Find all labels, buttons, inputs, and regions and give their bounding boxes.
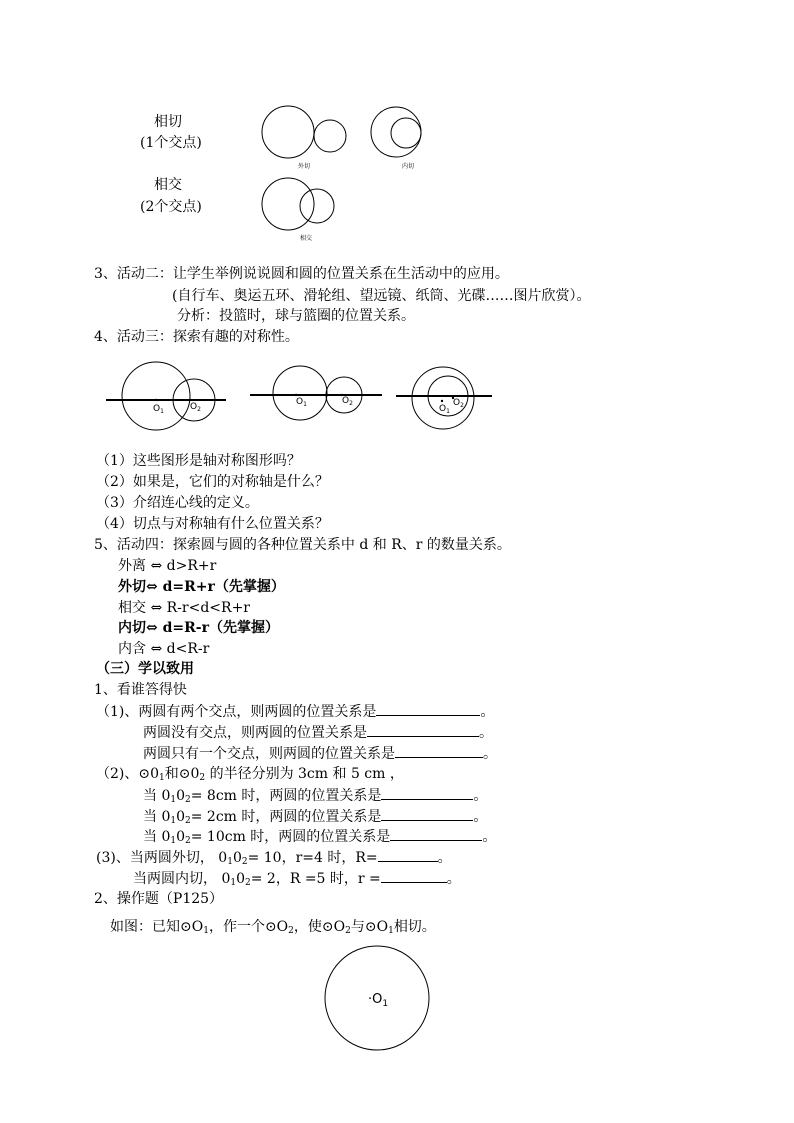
answer-blank[interactable]	[376, 702, 480, 716]
answer-blank[interactable]	[390, 827, 482, 841]
center-label-o1: $\cdot O_1$	[368, 992, 389, 1009]
section3-heading: （三）学以致用	[96, 661, 194, 677]
answer-blank[interactable]	[381, 786, 473, 800]
right-circle	[300, 189, 334, 223]
tangent-points-label: (1个交点)	[140, 135, 202, 151]
activity2-examples: (自行车、奥运五环、滑轮组、望远镜、纸筒、光碟……图片欣赏）。	[172, 288, 591, 304]
question-2a: 当 $0_10_2= 8cm$ 时，两圆的位置关系是 。	[143, 788, 488, 805]
intersect-label: 相交	[154, 177, 182, 193]
activity2-analysis: 分析：投篮时，球与篮圈的位置关系。	[177, 308, 415, 324]
question-2-intro: （2)、$⊙0_1$和$⊙0_2$ 的半径分别为 3cm 和 5 cm ，	[96, 766, 404, 783]
center-dot-o2	[189, 399, 191, 401]
large-circle	[273, 366, 327, 420]
activity3-question-4: （4）切点与对称轴有什么位置关系？	[96, 516, 329, 532]
outer-circle	[371, 107, 421, 157]
inner-circle	[391, 118, 421, 148]
relation-external-separate: 外离 ⇔ d>R+r	[118, 558, 217, 574]
symmetry-diagram-3	[396, 366, 496, 430]
small-circle	[314, 120, 346, 152]
external-caption: 外切	[298, 163, 311, 170]
answer-blank[interactable]	[367, 723, 479, 737]
o2-label: $O_2$	[190, 402, 201, 413]
activity3-question-1: （1）这些图形是轴对称图形吗？	[96, 453, 301, 469]
external-tangent-diagram	[262, 104, 352, 170]
question-2c: 当 $0_10_2= 10cm$ 时，两圆的位置关系是 。	[143, 829, 497, 846]
activity2-title: 3、活动二：让学生举例说说圆和圆的位置关系在生活动中的应用。	[94, 266, 509, 282]
relation-contain: 内含 ⇔ d<R-r	[118, 641, 210, 657]
activity4-title: 5、活动四：探索圆与圆的各种位置关系中 d 和 R、r 的数量关系。	[94, 537, 511, 553]
relation-external-tangent: 外切⇔ d=R+r（先掌握）	[118, 579, 285, 595]
internal-tangent-diagram	[370, 104, 430, 170]
activity3-title: 4、活动三：探索有趣的对称性。	[94, 329, 299, 345]
activity3-question-2: （2）如果是，它们的对称轴是什么？	[96, 474, 329, 490]
intersect-diagram	[262, 174, 342, 244]
answer-blank[interactable]	[378, 848, 438, 862]
relation-internal-tangent: 内切⇔ d=R-r（先掌握）	[118, 620, 279, 636]
section3-subheading-2: 2、操作题（P125）	[94, 891, 224, 907]
large-circle	[262, 106, 314, 158]
intersect-caption: 相交	[300, 235, 313, 242]
question-3a: (3)、当两圆外切， $0_10_2= 10$，r=4 时，R= 。	[96, 850, 452, 867]
center-dot-o1	[295, 394, 297, 396]
center-dot-o1	[441, 400, 443, 402]
relation-intersect: 相交 ⇔ R-r<d<R+r	[118, 600, 250, 616]
tangent-label: 相切	[154, 114, 182, 130]
section3-subheading-1: 1、看谁答得快	[94, 682, 187, 698]
intersect-points-label: (2个交点)	[140, 199, 202, 215]
o1-label: $O_1$	[153, 404, 164, 415]
answer-blank[interactable]	[395, 744, 483, 758]
activity3-question-3: （3）介绍连心线的定义。	[96, 495, 259, 511]
o2-label: $O_2$	[342, 396, 353, 407]
operation-instruction: 如图：已知$⊙O_1$，作一个$⊙O_2$，使$⊙O_2$与$⊙O_1$相切。	[110, 919, 436, 936]
symmetry-diagram-2	[250, 366, 382, 420]
answer-blank[interactable]	[381, 869, 447, 883]
symmetry-diagram-1	[106, 362, 226, 434]
o2-label: $O_2$	[453, 398, 464, 409]
left-circle	[262, 178, 314, 230]
question-1c: 两圆只有一个交点，则两圆的位置关系是 。	[143, 746, 497, 762]
o1-label: $O_1$	[439, 404, 450, 415]
question-2b: 当 $0_10_2= 2cm$ 时，两圆的位置关系是 。	[143, 809, 488, 826]
question-1b: 两圆没有交点，则两圆的位置关系是 。	[143, 725, 493, 741]
large-circle	[122, 362, 190, 430]
given-circle-diagram	[322, 945, 432, 1053]
o1-label: $O_1$	[296, 397, 307, 408]
answer-blank[interactable]	[381, 807, 473, 821]
center-dot-o1	[155, 399, 157, 401]
internal-caption: 内切	[402, 163, 415, 170]
question-3b: 当两圆内切， $0_10_2= 2$，R =5 时，r = 。	[133, 871, 461, 888]
question-1a: （1)、两圆有两个交点，则两圆的位置关系是 。	[96, 704, 495, 720]
